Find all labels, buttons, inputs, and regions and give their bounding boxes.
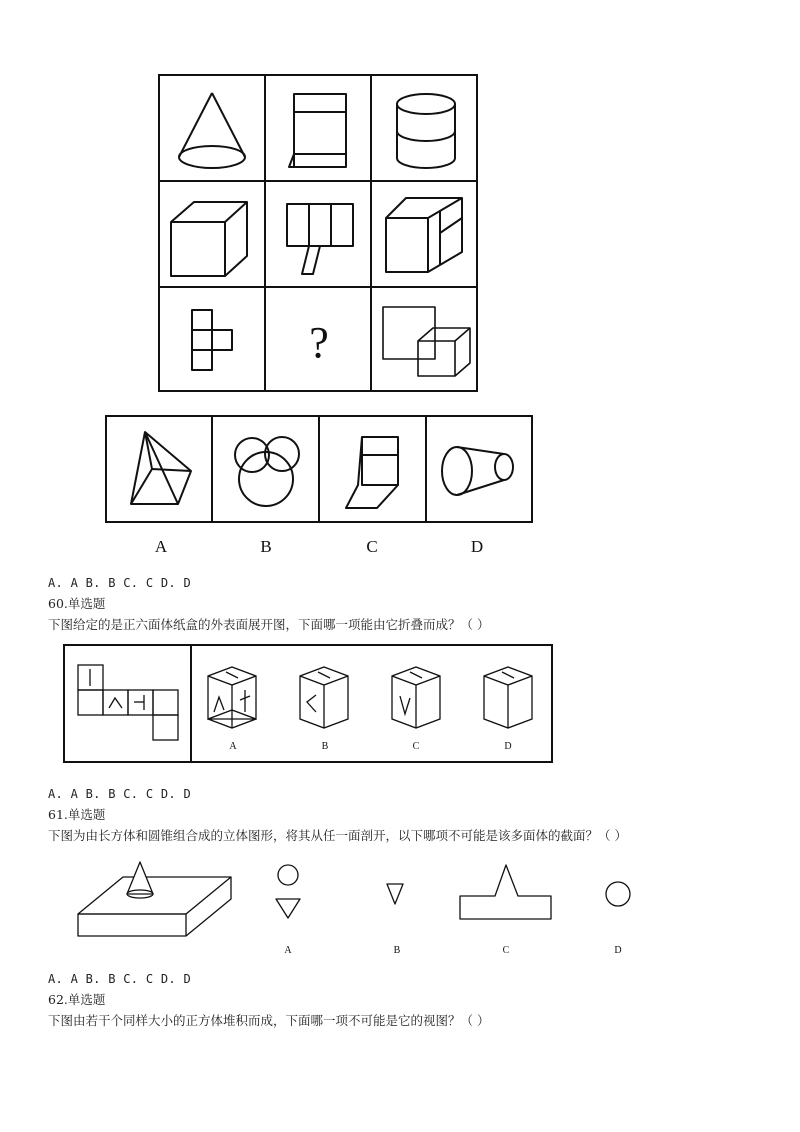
q61-option-b-label: B: [393, 945, 401, 956]
q60-option-c-label: C: [412, 741, 420, 752]
q61-option-d-label: D: [614, 945, 622, 956]
section-option-a: [276, 865, 300, 918]
q59-option-a-label: A: [154, 537, 168, 556]
q59-option-d-label: D: [470, 537, 484, 556]
section-option-b: [387, 884, 403, 904]
q61-answer-options: A. A B. B C. C D. D: [48, 972, 191, 986]
section-option-c: [460, 865, 551, 919]
q61-question-text: 下图为由长方体和圆锥组合成的立体图形，将其从任一面剖开，以下哪项不可能是该多面体的截面？（ ）: [48, 828, 627, 843]
q61-option-a-label: A: [284, 945, 292, 956]
q60-option-d-label: D: [504, 741, 512, 752]
q59-option-c-label: C: [366, 537, 378, 556]
q60-answer-options: A. A B. B C. C D. D: [48, 787, 191, 801]
question-mark: ?: [309, 318, 329, 367]
q60-option-b-label: B: [321, 741, 329, 752]
q62-number-type: 62.单选题: [48, 992, 106, 1007]
section-option-d: [606, 882, 630, 906]
q62-question-text: 下图由若干个同样大小的正方体堆积而成，下面哪一项不可能是它的视图？（ ）: [48, 1013, 490, 1028]
q61-number-type: 61.单选题: [48, 807, 106, 822]
q59-answer-options: A. A B. B C. C D. D: [48, 576, 191, 590]
q61-option-c-label: C: [502, 945, 510, 956]
cuboid-cone-figure: [78, 862, 231, 936]
q60-number-type: 60.单选题: [48, 596, 106, 611]
q60-option-a-label: A: [229, 741, 237, 752]
q59-option-b-label: B: [260, 537, 272, 556]
q60-question-text: 下图给定的是正六面体纸盒的外表面展开图，下面哪一项能由它折叠而成？（ ）: [48, 617, 490, 632]
